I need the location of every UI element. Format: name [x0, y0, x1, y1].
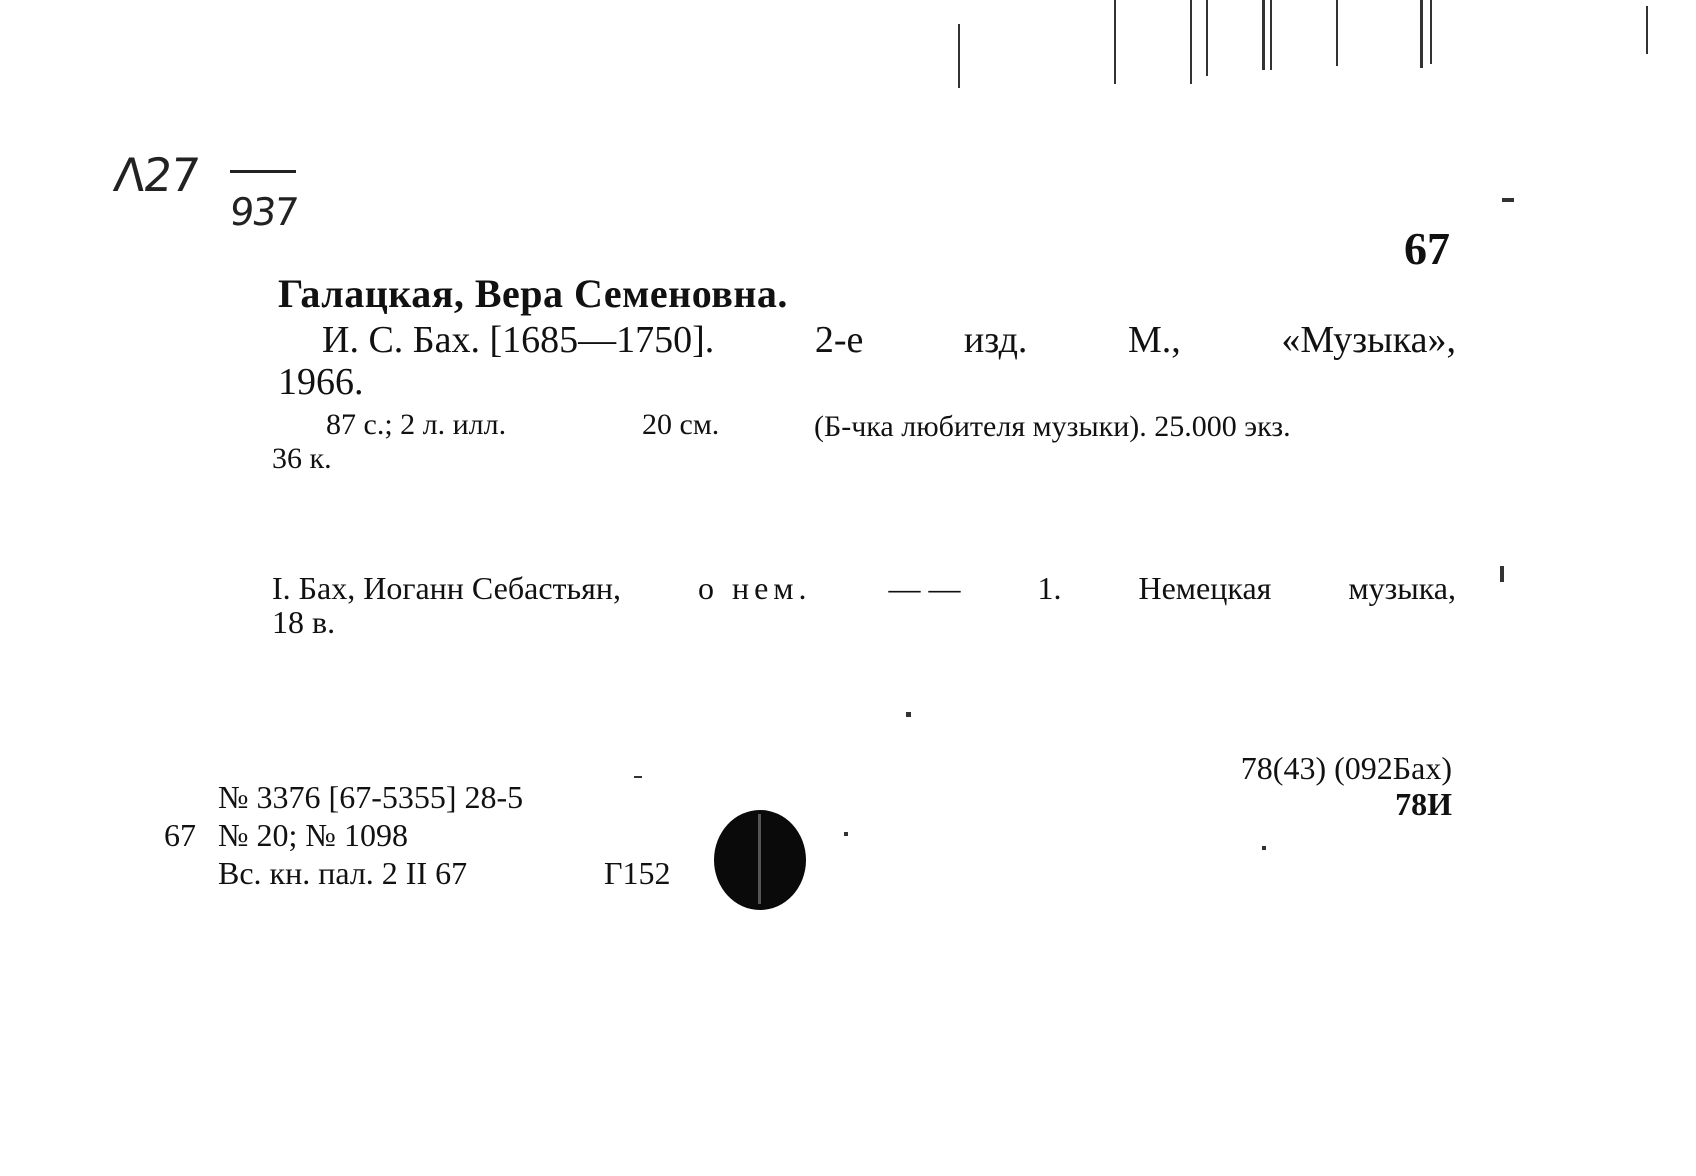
title-work: И. С. Бах. [1685—1750].: [322, 319, 715, 361]
tracing-line: [272, 570, 1456, 607]
footer-line-3: Вс. кн. пал. 2 II 67: [218, 855, 468, 891]
classification-code: 78И: [1395, 786, 1452, 822]
footer-line-2-year: 67: [164, 817, 196, 853]
footer-line-3-code: Г152: [604, 855, 671, 891]
tracing-subject-2-century: 18 в.: [272, 604, 336, 640]
author-heading: Галацкая, Вера Семеновна.: [278, 271, 788, 316]
title-edition-word: изд.: [963, 319, 1028, 361]
tracing-qualifier: о нем.: [697, 570, 812, 606]
description-pages: 87 с.; 2 л. илл.: [326, 408, 507, 441]
handwritten-shelfmark: Λ27: [111, 148, 201, 202]
title-line: [322, 318, 1456, 362]
footer-line-1: № 3376 [67-5355] 28-5: [218, 779, 524, 815]
punched-hole: [714, 810, 806, 910]
title-edition: 2-е: [814, 319, 864, 361]
description-price: 36 к.: [272, 442, 332, 475]
tracing-subject-2-b: музыка,: [1348, 570, 1456, 606]
udc-code: 78(43) (092Бах): [1240, 750, 1452, 786]
tracing-subject-1: I. Бах, Иоганн Себастьян,: [272, 570, 621, 606]
card-number: 67: [1404, 223, 1450, 274]
publication-year: 1966.: [278, 361, 364, 403]
handwritten-underline: [230, 170, 296, 173]
tracing-subject-2-a: Немецкая: [1138, 570, 1272, 606]
tracing-subject-2-number: 1.: [1037, 570, 1062, 606]
title-place: М.,: [1127, 319, 1181, 361]
footer-line-2: № 20; № 1098: [218, 817, 408, 853]
description-size: 20 см.: [642, 408, 720, 441]
title-publisher: «Музыка»,: [1281, 319, 1456, 361]
handwritten-number: 937: [227, 190, 299, 234]
tracing-separator: — —: [888, 570, 961, 606]
description-series: (Б-чка любителя музыки). 25.000 экз.: [814, 410, 1291, 443]
